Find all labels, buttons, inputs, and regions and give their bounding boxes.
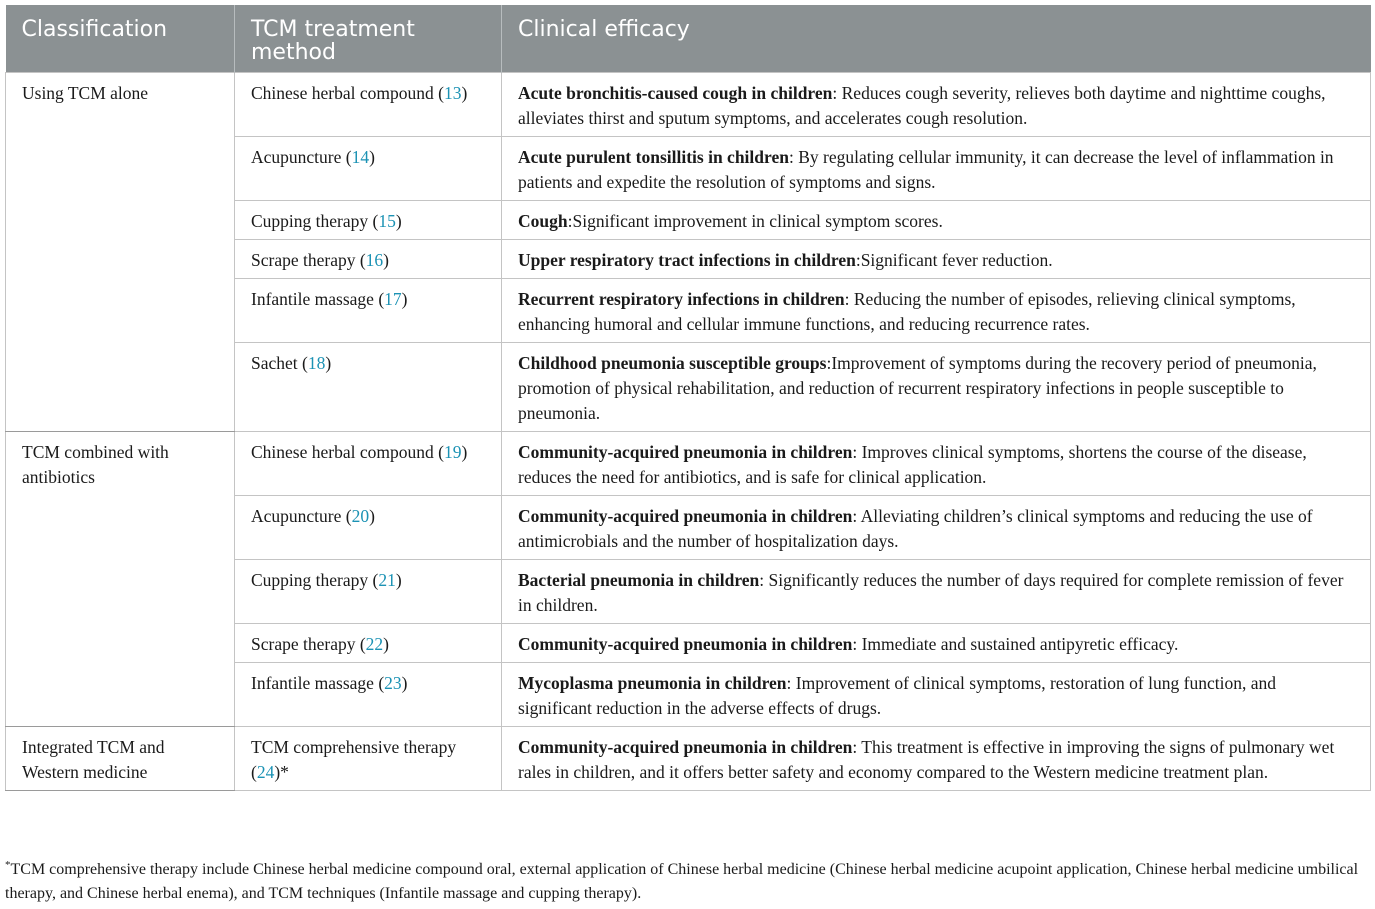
reference-link[interactable]: 16 <box>365 250 384 270</box>
method-name: Acupuncture <box>251 506 342 526</box>
clinical-efficacy-cell <box>502 624 1371 663</box>
treatment-method-cell: Scrape therapy (22) <box>235 624 502 663</box>
efficacy-text: : By regulating cellular immunity, it can decrease the level of inflammation in patients and expedite the resolution of symptoms and signs. <box>518 147 1334 192</box>
efficacy-text: :Improvement of symptoms during the recovery period of pneumonia, promotion of physical rehabilitation, and reduction of recurrent respiratory infections in people susceptible to pneumonia. <box>518 353 1317 423</box>
reference-link[interactable]: 21 <box>378 570 396 590</box>
efficacy-text: : This treatment is effective in improving the signs of pulmonary wet rales in children, and it offers better safety and economy compared to the Western medicine treatment plan. <box>518 737 1335 782</box>
clinical-efficacy-cell <box>502 560 1371 624</box>
classification-cell: TCM combined with antibiotics <box>6 432 235 727</box>
condition-name: Recurrent respiratory infections in children <box>518 289 845 309</box>
condition-name: Cough <box>518 211 568 231</box>
clinical-efficacy-cell <box>502 727 1371 791</box>
footnote-text: TCM comprehensive therapy include Chinese herbal medicine compound oral, external application of Chinese herbal medicine (Chinese herbal medicine acupoint application, Chinese herbal medicine umbilical therapy, and Chinese herbal enema), and TCM techniques (Infantile massage and cupping therapy). <box>5 861 1359 902</box>
treatment-method-cell: TCM comprehensive therapy (24)* <box>235 727 502 791</box>
reference-link[interactable]: 15 <box>378 211 396 231</box>
treatment-method-cell: Acupuncture (20) <box>235 496 502 560</box>
treatment-method-cell: Sachet (18) <box>235 343 502 432</box>
reference-link[interactable]: 20 <box>351 506 370 526</box>
efficacy-text: : Reducing the number of episodes, relieving clinical symptoms, enhancing humoral and cellular immune functions, and reducing recurrence rates. <box>518 289 1296 334</box>
classification-cell: Using TCM alone <box>6 73 235 432</box>
treatment-method-cell: Scrape therapy (16) <box>235 240 502 279</box>
method-name: Scrape therapy <box>251 634 356 654</box>
method-name: TCM comprehensive therapy <box>251 737 457 757</box>
treatment-method-cell: Cupping therapy (21) <box>235 560 502 624</box>
condition-name: Community-acquired pneumonia in children <box>518 737 853 757</box>
efficacy-text: :Significant fever reduction. <box>855 250 1053 270</box>
efficacy-table <box>5 5 1371 791</box>
clinical-efficacy-cell <box>502 201 1371 240</box>
efficacy-text: : Alleviating children’s clinical symptoms and reducing the use of antimicrobials and the number of hospitalization days. <box>518 506 1313 551</box>
method-name: Cupping therapy <box>251 211 369 231</box>
treatment-method-cell: Chinese herbal compound (13) <box>235 73 502 137</box>
condition-name: Childhood pneumonia susceptible groups <box>518 353 827 373</box>
efficacy-text: : Significantly reduces the number of days required for complete remission of fever in children. <box>518 570 1344 615</box>
reference-link[interactable]: 23 <box>384 673 402 693</box>
table-header-row <box>6 5 1371 73</box>
clinical-efficacy-cell <box>502 663 1371 727</box>
treatment-method-cell: Infantile massage (17) <box>235 279 502 343</box>
method-name: Infantile massage <box>251 289 374 309</box>
method-name: Acupuncture <box>251 147 342 167</box>
condition-name: Bacterial pneumonia in children <box>518 570 760 590</box>
table-row <box>6 727 1371 791</box>
table-row <box>6 73 1371 137</box>
reference-link[interactable]: 18 <box>307 353 326 373</box>
reference-link[interactable]: 19 <box>443 442 462 462</box>
condition-name: Acute bronchitis-caused cough in children <box>518 83 833 103</box>
method-name: Scrape therapy <box>251 250 356 270</box>
efficacy-text: : Improvement of clinical symptoms, restoration of lung function, and significant reduction in the adverse effects of drugs. <box>518 673 1276 718</box>
method-name: Cupping therapy <box>251 570 369 590</box>
reference-link[interactable]: 14 <box>351 147 370 167</box>
header-clinical-efficacy: Clinical efficacy <box>502 5 1371 73</box>
efficacy-text: : Improves clinical symptoms, shortens the course of the disease, reduces the need for antibiotics, and is safe for clinical application. <box>518 442 1307 487</box>
classification-cell: Integrated TCM and Western medicine <box>6 727 235 791</box>
reference-link[interactable]: 22 <box>365 634 384 654</box>
clinical-efficacy-cell <box>502 279 1371 343</box>
method-name: Chinese herbal compound <box>251 83 434 103</box>
table-footnote <box>5 858 1370 906</box>
method-name: Infantile massage <box>251 673 374 693</box>
efficacy-text: :Significant improvement in clinical symptom scores. <box>567 211 943 231</box>
treatment-method-cell: Cupping therapy (15) <box>235 201 502 240</box>
efficacy-text: : Reduces cough severity, relieves both daytime and nighttime coughs, alleviates thirst and sputum symptoms, and accelerates cough resolution. <box>518 83 1326 128</box>
table-row <box>6 432 1371 496</box>
method-name: Sachet <box>251 353 298 373</box>
reference-link[interactable]: 17 <box>384 289 402 309</box>
reference-link[interactable]: 24 <box>256 762 275 782</box>
clinical-efficacy-cell <box>502 73 1371 137</box>
header-treatment-method: TCM treatment method <box>235 5 502 73</box>
condition-name: Community-acquired pneumonia in children <box>518 634 853 654</box>
clinical-efficacy-cell <box>502 343 1371 432</box>
condition-name: Acute purulent tonsillitis in children <box>518 147 789 167</box>
reference-link[interactable]: 13 <box>443 83 462 103</box>
header-classification: Classification <box>6 5 235 73</box>
treatment-method-cell: Chinese herbal compound (19) <box>235 432 502 496</box>
treatment-method-cell: Acupuncture (14) <box>235 137 502 201</box>
condition-name: Community-acquired pneumonia in children <box>518 506 853 526</box>
condition-name: Mycoplasma pneumonia in children <box>518 673 787 693</box>
clinical-efficacy-cell <box>502 496 1371 560</box>
method-footnote-marker: * <box>280 762 289 782</box>
efficacy-text: : Immediate and sustained antipyretic efficacy. <box>852 634 1179 654</box>
clinical-efficacy-cell <box>502 137 1371 201</box>
footnote-marker: * <box>5 859 11 871</box>
condition-name: Upper respiratory tract infections in children <box>518 250 856 270</box>
treatment-method-cell: Infantile massage (23) <box>235 663 502 727</box>
clinical-efficacy-cell <box>502 240 1371 279</box>
table-body <box>6 73 1371 791</box>
method-name: Chinese herbal compound <box>251 442 434 462</box>
clinical-efficacy-cell <box>502 432 1371 496</box>
condition-name: Community-acquired pneumonia in children <box>518 442 853 462</box>
